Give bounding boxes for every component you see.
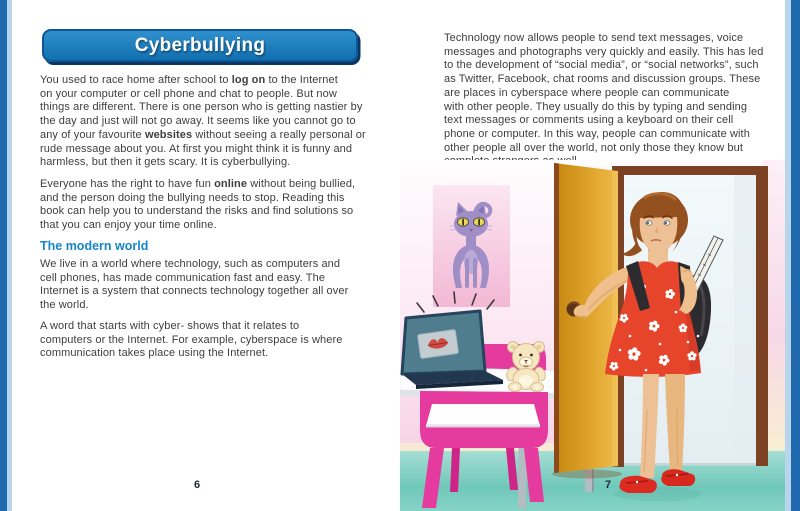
cat-poster [433,185,510,307]
right-border-dark [791,0,800,511]
left-border-light [7,0,12,511]
lips-sticker [418,329,459,358]
left-paragraph-1: You used to race home after school to log on to the Internet on your computer or cell phone and chat to people. But now things are different. There is one person who is getting nastier by the day and just will not go away. It seems like you cannot go to any of your favourite websites without seeing a really personal or rude message about you. At first you might think it is funny and harmless, but then it gets scary. It is cyberbullying. [40,74,366,169]
chapter-title-banner [42,29,358,62]
left-border-dark [0,0,7,511]
illustration [400,160,788,511]
left-paragraph-3: We live in a world where technology, such as computers and cell phones, has made communication fast and easy. The Internet is a system that connects technology together all over the world. [40,258,349,312]
chapter-title: Cyberbullying [134,34,266,56]
left-paragraph-2: Everyone has the right to have fun online without being bullied, and the person doing the bullying needs to stop. Reading this book can help you to understand the risks and find solutions so that you can enjoy your time online. [40,178,356,232]
right-paragraph: Technology now allows people to send text messages, voice messages and photographs very quickly and easily. This has led to the development of “social media”, or “social networks”, such as Twitter, Facebook, chat rooms and discussion groups. These are places in cyberspace where people can communicate with other people. They usually do this by typing and sending text messages or comments using a keyboard on their cell phone or computer. In this way, people can communicate with other people all over the world, not only those they know but [444,32,764,154]
section-heading: The modern world [40,239,149,253]
left-paragraph-4: A word that starts with cyber- shows that it relates to computers or the Internet. For example, cyberspace is where communication takes place using the Internet. [40,320,343,360]
left-page-number: 6 [193,479,201,491]
open-door-drawing [552,163,622,479]
right-page-number: 7 [604,479,612,491]
